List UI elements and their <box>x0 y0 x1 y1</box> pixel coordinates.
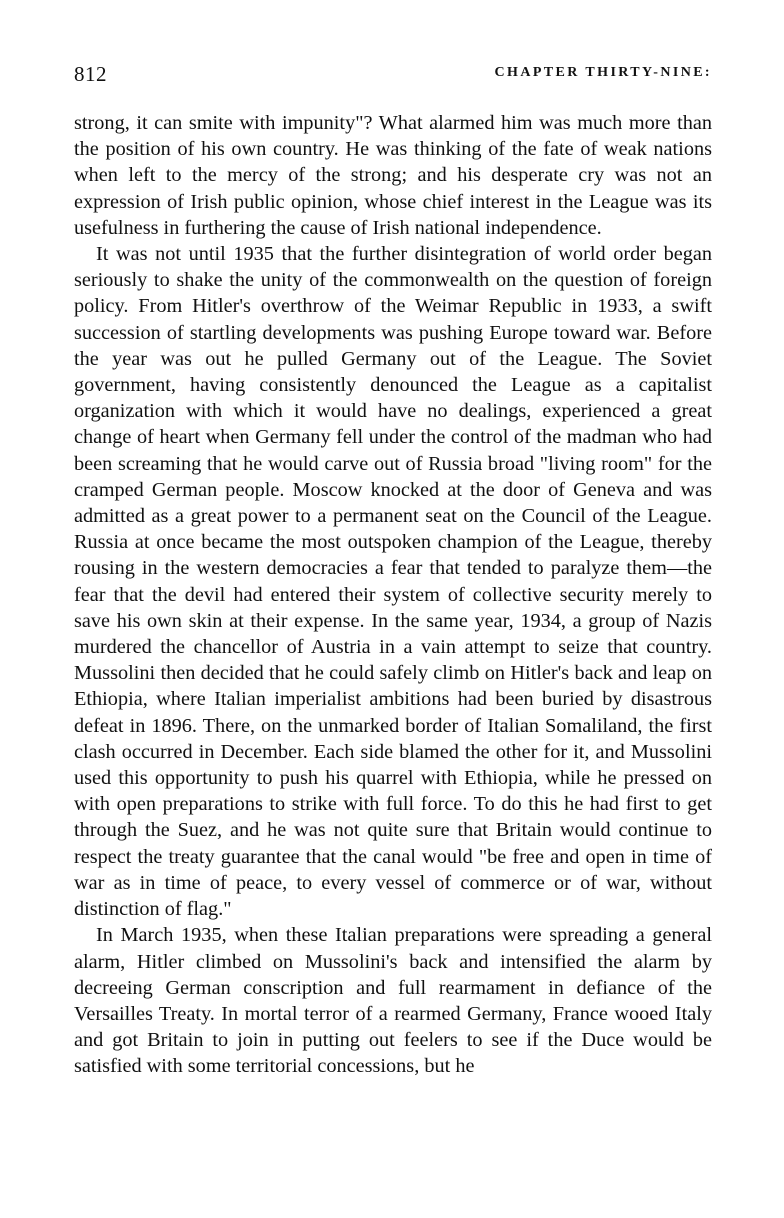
page-number: 812 <box>74 62 107 86</box>
paragraph: In March 1935, when these Italian preparations were spreading a general alarm, Hitler climbed on Mussolini's back and intensified the alarm by decreeing German conscription and full rearmament in defiance of the Versailles Treaty. In mortal terror of a rearmed Germany, France wooed Italy and got Britain to join in putting out feelers to see if the Duce would be satisfied with some territorial concessions, but he <box>74 924 712 1078</box>
book-page <box>74 62 712 1080</box>
paragraph-continuation: strong, it can smite with impunity"? What alarmed him was much more than the position of his own country. He was thinking of the fate of weak nations when left to the mercy of the strong; and his desperate cry was not an expression of Irish public opinion, whose chief interest in the League was its usefulness in furthering the cause of Irish national independence. <box>74 112 712 239</box>
running-head <box>74 62 712 92</box>
paragraph: It was not until 1935 that the further disintegration of world order began seriously to shake the unity of the commonwealth on the question of foreign policy. From Hitler's overthrow of the Weimar Republic in 1933, a swift succession of startling developments was pushing Europe toward war. Before the year was out he pulled Germany out of the League. The Soviet government, having consistently denounced the League as a capitalist organization with which it would have no dealings, experienced a great change of heart when Germany fell under the control of the madman who had been screaming that he would carve out of Russia broad "living room" for the cramped German people. Moscow knocked at the door of Geneva and was admitted as a great power to a permanent seat on the Council of the League. Russia at once became the most outspoken champion of the League, thereby rousing in the western democracies a fear that tended to paralyze them—the fear that the devil had entered their system of collective security merely to save his own skin at their expense. In the same year, 1934, a group of Nazis murdered the chancellor of Austria in a vain attempt to seize that country. Mussolini then decided that he could safely climb on Hitler's back and leap on Ethiopia, where Italian imperialist ambitions had been buried by disastrous defeat in 1896. There, on the unmarked border of Italian Somaliland, the first clash occurred in December. Each side blamed the other for it, and Mussolini used this opportunity to push his quarrel with Ethiopia, while he pressed on with open preparations to strike with full force. To do this he had first to get through the Suez, and he was not quite sure that Britain would continue to respect the treaty guarantee that the canal would "be free and open in time of war as in time of peace, to every vessel of commerce or of war, without distinction of flag." <box>74 243 712 921</box>
body-text <box>74 110 712 1080</box>
chapter-title: CHAPTER THIRTY-NINE: <box>494 65 712 80</box>
